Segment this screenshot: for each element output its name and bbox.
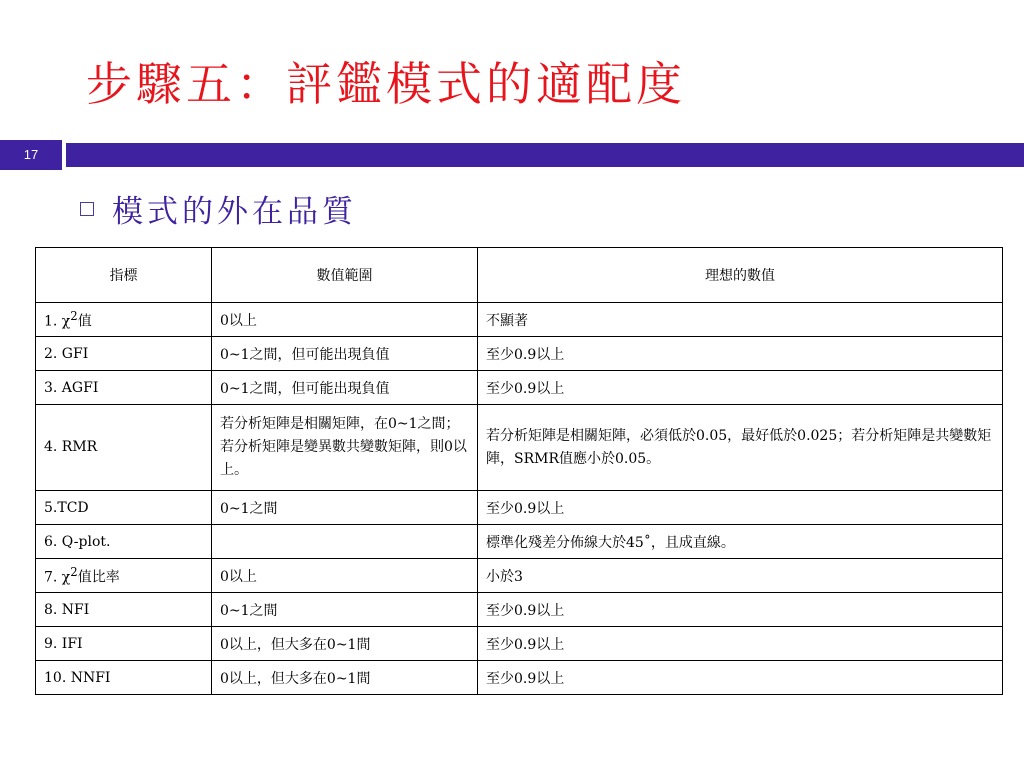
ideal-cell: 至少0.9以上 (478, 337, 1003, 371)
range-cell (212, 525, 478, 559)
ideal-cell: 若分析矩陣是相關矩陣，必須低於0.05，最好低於0.025；若分析矩陣是共變數矩陣，SRMR值應小於0.05。 (478, 405, 1003, 491)
ideal-cell: 標準化殘差分佈線大於45˚，且成直線。 (478, 525, 1003, 559)
ideal-cell: 至少0.9以上 (478, 491, 1003, 525)
table-row (36, 405, 1003, 491)
square-bullet-icon (80, 202, 94, 216)
ideal-cell: 不顯著 (478, 303, 1003, 337)
range-cell: 0以上 (212, 303, 478, 337)
fit-index-table (35, 247, 1003, 695)
range-cell: 若分析矩陣是相關矩陣，在0~1之間；若分析矩陣是變異數共變數矩陣，則0以上。 (212, 405, 478, 491)
table-row (36, 593, 1003, 627)
bullet-text: 模式的外在品質 (112, 194, 357, 230)
range-cell: 0以上，但大多在0~1間 (212, 661, 478, 695)
range-cell: 0以上，但大多在0~1間 (212, 627, 478, 661)
ideal-cell: 至少0.9以上 (478, 593, 1003, 627)
index-cell: 9. IFI (36, 627, 212, 661)
index-cell: 7. $\chi^2$值比率 (36, 559, 212, 593)
bullet-item (80, 186, 357, 231)
index-cell: 1. $\chi^2$值 (36, 303, 212, 337)
index-cell: 2. GFI (36, 337, 212, 371)
table-row (36, 337, 1003, 371)
range-cell: 0~1之間 (212, 593, 478, 627)
range-cell: 0~1之間，但可能出現負值 (212, 337, 478, 371)
table-row (36, 559, 1003, 593)
ideal-cell: 至少0.9以上 (478, 661, 1003, 695)
header-index: 指標 (36, 248, 212, 303)
slide-title: 步驟五：評鑑模式的適配度 (86, 57, 686, 111)
header-range: 數值範圍 (212, 248, 478, 303)
ideal-cell: 至少0.9以上 (478, 371, 1003, 405)
range-cell: 0~1之間，但可能出現負值 (212, 371, 478, 405)
index-cell: 6. Q-plot. (36, 525, 212, 559)
accent-bar (66, 143, 1024, 167)
table-row (36, 627, 1003, 661)
index-cell: 8. NFI (36, 593, 212, 627)
table-row (36, 371, 1003, 405)
index-cell: 5.TCD (36, 491, 212, 525)
table-row (36, 491, 1003, 525)
range-cell: 0~1之間 (212, 491, 478, 525)
index-cell: 3. AGFI (36, 371, 212, 405)
ideal-cell: 小於3 (478, 559, 1003, 593)
header-ideal: 理想的數值 (478, 248, 1003, 303)
table-header-row (36, 248, 1003, 303)
range-cell: 0以上 (212, 559, 478, 593)
table-row (36, 661, 1003, 695)
page-number: 17 (23, 147, 39, 162)
index-cell: 10. NNFI (36, 661, 212, 695)
table-row (36, 303, 1003, 337)
ideal-cell: 至少0.9以上 (478, 627, 1003, 661)
index-cell: 4. RMR (36, 405, 212, 491)
table-row (36, 525, 1003, 559)
